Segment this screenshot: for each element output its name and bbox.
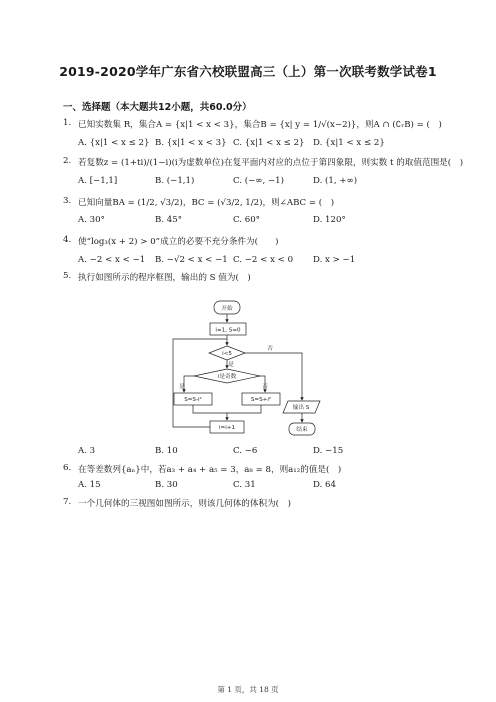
- option-d: D. x > −1: [313, 255, 356, 265]
- option-b: B. 45°: [155, 215, 183, 225]
- flow-increment: i=i+1: [218, 425, 236, 431]
- option-c: C. 31: [233, 480, 256, 490]
- question-number: 1.: [63, 118, 72, 128]
- option-a: A. 3: [78, 446, 96, 456]
- option-a: A. −2 < x < −1: [78, 255, 146, 265]
- flow-odd-check: i是奇数: [217, 374, 237, 380]
- flow-yes-label: 是: [179, 384, 185, 390]
- question-text: 若复数z = (1+ti)/(1−i)(i为虚数单位)在复平面内对应的点位于第四象限，则实数 t 的取值范围是( ): [78, 158, 464, 168]
- question-text: 在等差数列{aₙ}中，若a₃ + a₄ + a₅ = 3，a₈ = 8，则a₁₂的值是( ): [78, 465, 342, 475]
- question-number: 2.: [63, 156, 72, 166]
- flow-output: 输出 S: [292, 405, 310, 411]
- flow-start: 开始: [221, 306, 233, 312]
- flow-init: i=1, S=0: [215, 327, 241, 334]
- flow-yes-label: 是: [228, 362, 234, 368]
- option-c: C. {x|1 < x ≤ 2}: [233, 138, 305, 148]
- question-text: 执行如图所示的程序框图，输出的 S 值为( ): [78, 273, 251, 283]
- option-c: C. −6: [233, 446, 258, 456]
- option-d: D. −15: [313, 446, 344, 456]
- option-d: D. 120°: [313, 215, 346, 225]
- flow-condition: i<5: [222, 351, 232, 357]
- question-text: 使“log₃(x + 2) > 0”成立的必要不充分条件为( ): [78, 237, 279, 247]
- option-a: A. 30°: [78, 215, 105, 225]
- option-a: A. 15: [78, 480, 101, 490]
- option-b: B. 10: [155, 446, 178, 456]
- option-d: D. 64: [313, 480, 336, 490]
- option-b: B. −√2 < x < −1: [155, 255, 228, 265]
- option-b: B. (−1,1): [155, 176, 195, 186]
- option-b: B. {x|1 < x < 3}: [155, 138, 227, 148]
- flow-end: 结束: [296, 427, 308, 433]
- page-footer: 第 1 页，共 18 页: [217, 685, 279, 694]
- page-title: 2019-2020学年广东省六校联盟高三（上）第一次联考数学试卷1: [59, 64, 437, 79]
- question-text: 已知向量BA = (1/2, √3/2)，BC = (√3/2, 1/2)，则∠ABC = ( ): [78, 198, 335, 208]
- question-number: 5.: [63, 271, 72, 281]
- flow-right-assign: S=S+i²: [250, 397, 272, 403]
- option-a: A. [−1,1]: [78, 176, 118, 186]
- flow-no-label: 否: [262, 384, 268, 390]
- question-number: 4.: [63, 235, 72, 245]
- question-text: 一个几何体的三视图如图所示，则该几何体的体积为( ): [78, 499, 291, 509]
- option-c: C. 60°: [233, 215, 260, 225]
- flow-left-assign: S=S-i²: [184, 397, 202, 403]
- flow-no-label: 否: [267, 346, 273, 352]
- option-d: D. {x|1 < x ≤ 2}: [313, 138, 385, 148]
- question-number: 7.: [63, 497, 72, 507]
- option-c: C. (−∞, −1): [233, 176, 284, 186]
- question-number: 3.: [63, 196, 72, 206]
- option-a: A. {x|1 < x ≤ 2}: [78, 138, 150, 148]
- question-text: 已知实数集 R，集合A = {x|1 < x < 3}，集合B = {x| y = 1/√(x−2)}，则A ∩ (∁ᵣB) = ( ): [78, 120, 442, 130]
- question-number: 6.: [63, 463, 72, 473]
- option-c: C. −2 < x < 0: [233, 255, 294, 265]
- section-heading: 一、选择题（本大题共12小题，共60.0分）: [63, 102, 252, 113]
- option-d: D. (1, +∞): [313, 176, 358, 186]
- program-flowchart: [170, 296, 330, 456]
- option-b: B. 30: [155, 480, 178, 490]
